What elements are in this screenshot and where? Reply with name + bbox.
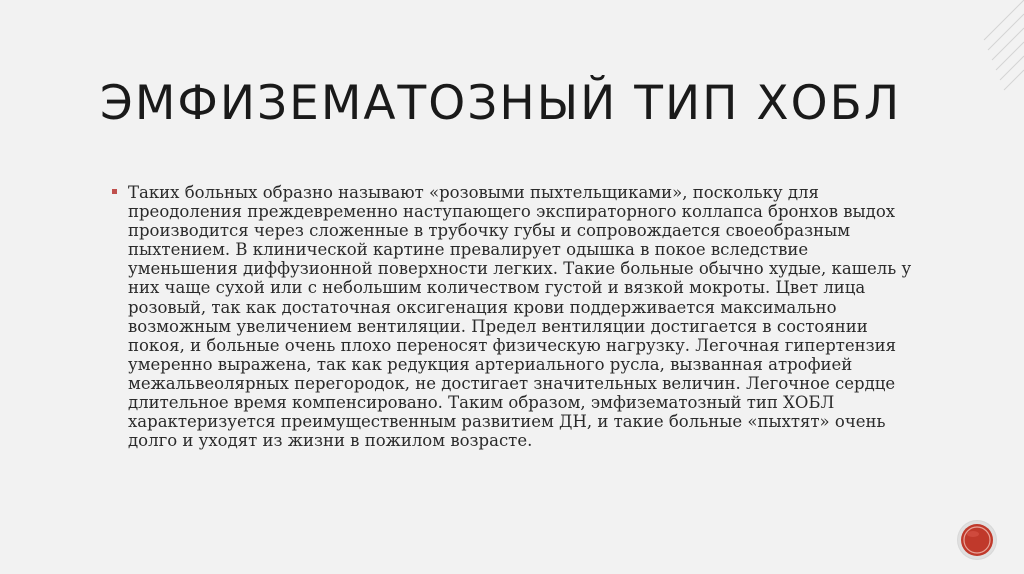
slide-title: ЭМФИЗЕМАТОЗНЫЙ ТИП ХОБЛ [100, 76, 902, 131]
nav-button-graphic [957, 520, 997, 560]
circle-nav-button-icon[interactable] [957, 520, 997, 560]
bullet-item [112, 183, 912, 450]
slide-content [112, 183, 912, 450]
body-paragraph: Таких больных образно называют «розовыми пыхтельщиками», поскольку для преодоления преждевременно наступающего экспираторного коллапса бронхов выдох производится через сложенные в трубочку губы и сопровождается своеобразным пыхтением. В клинической картине превалирует одышка в покое вследствие уменьшения диффузионной поверхности легких. Такие больные обычно худые, кашель у них чаще сухой или с небольшим количеством густой и вязкой мокроты. Цвет лица розовый, так как достаточная оксигенация крови поддерживается максимально возможным увеличением вентиляции. Предел вентиляции достигается в состоянии покоя, и больные очень плохо переносят физическую нагрузку. Легочная гипертензия умеренно выражена, так как редукция артериального русла, вызванная атрофией межальвеолярных перегородок, не достигает значительных величин. Легочное сердце длительное время компенсировано. Таким образом, эмфизематозный тип ХОБЛ характеризуется преимущественным развитием ДН, и такие больные «пыхтят» очень долго и уходят из жизни в пожилом возрасте. [128, 183, 912, 451]
diagonal-lines-decoration [964, 0, 1024, 574]
square-bullet-icon [112, 189, 117, 194]
